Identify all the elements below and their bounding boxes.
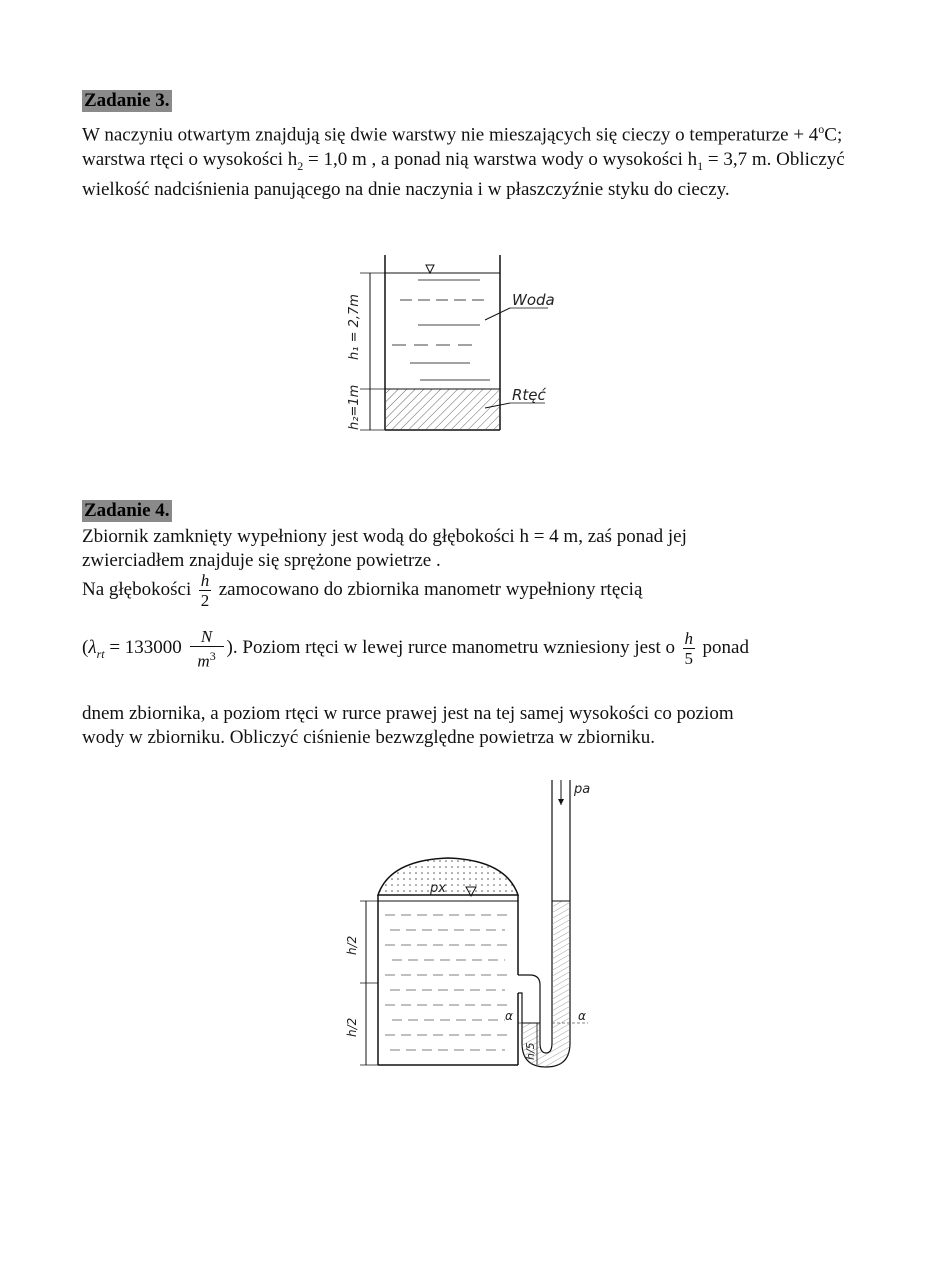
px-label: px [430, 881, 446, 896]
task3-text-b: C; warstwa rtęci o wysokości h [82, 124, 843, 170]
h1-subscript: 1 [697, 158, 704, 173]
frac-denominator: 5 [684, 649, 694, 669]
fraction-N-over-m3 [190, 628, 224, 670]
task3-text-c: = 1,0 m , a ponad nią warstwa wody o wysokości h [303, 148, 698, 170]
task3-figure [330, 245, 570, 440]
task3-heading: Zadanie 3. [84, 90, 170, 111]
compressed-air-dome [378, 858, 518, 895]
task4-line4 [82, 628, 749, 670]
open-paren: ( [82, 637, 89, 659]
frac-denominator: m [197, 651, 210, 671]
task4-heading: Zadanie 4. [84, 500, 170, 521]
degree-sign: o [818, 122, 825, 136]
pa-arrow-icon [558, 799, 564, 805]
lambda-subscript: rt [96, 646, 105, 661]
frac-denominator: 2 [200, 591, 210, 610]
mercury-column [522, 901, 570, 1067]
surface-triangle-icon [426, 265, 434, 273]
mercury-label: Rtęć [512, 386, 546, 404]
h5-label: h/5 [524, 1042, 537, 1060]
h2-subscript: 2 [297, 158, 304, 173]
upper-half-label: h/2 [345, 935, 359, 955]
frac-numerator: h [684, 629, 694, 649]
lambda-value: = 133000 [104, 637, 182, 659]
fraction-h-over-5 [683, 630, 695, 667]
task4-line5: dnem zbiornika, a poziom rtęci w rurce prawej jest na tej samej wysokości co poziom [82, 703, 734, 724]
task4-line4-text: ). Poziom rtęci w lewej rurce manometru wzniesiony jest o [226, 637, 676, 659]
frac-superscript: 3 [209, 649, 216, 663]
task3-text-a: W naczyniu otwartym znajdują się dwie warstwy nie mieszających się cieczy o temperaturze + 4 [82, 124, 819, 146]
task3-text [82, 117, 862, 203]
task4-line3-a: Na głębokości [82, 578, 192, 600]
task4-line1: Zbiornik zamknięty wypełniony jest wodą do głębokości h = 4 m, zaś ponad jej [82, 526, 687, 547]
task3-text-d: = 3,7 m. Obliczyć wielkość nadciśnienia panującego na dnie naczynia i w płaszczyźnie styku do cieczy. [82, 148, 845, 201]
alpha-right-label: α [578, 1009, 586, 1023]
pa-label: pa [574, 782, 591, 797]
lower-half-label: h/2 [345, 1017, 359, 1037]
mercury-layer [386, 389, 499, 429]
lambda-symbol: λ [88, 637, 97, 659]
frac-numerator: h [200, 571, 210, 590]
task4-figure [330, 775, 610, 1075]
water-label: Woda [512, 291, 555, 309]
task4-line2: zwierciadłem znajduje się sprężone powietrze . [82, 550, 441, 571]
task4-line4-end: ponad [702, 637, 749, 659]
task4-line3 [82, 572, 642, 609]
fraction-h-over-2 [199, 572, 211, 609]
h1-dimension-label: h₁ = 2,7m [347, 294, 362, 360]
h2-dimension-label: h₂=1m [347, 384, 362, 430]
alpha-left-label: α [505, 1009, 513, 1023]
task4-line3-b: zamocowano do zbiornika manometr wypełniony rtęcią [218, 578, 643, 600]
task4-line6: wody w zbiorniku. Obliczyć ciśnienie bezwzględne powietrza w zbiorniku. [82, 727, 655, 748]
frac-numerator: N [200, 627, 213, 646]
